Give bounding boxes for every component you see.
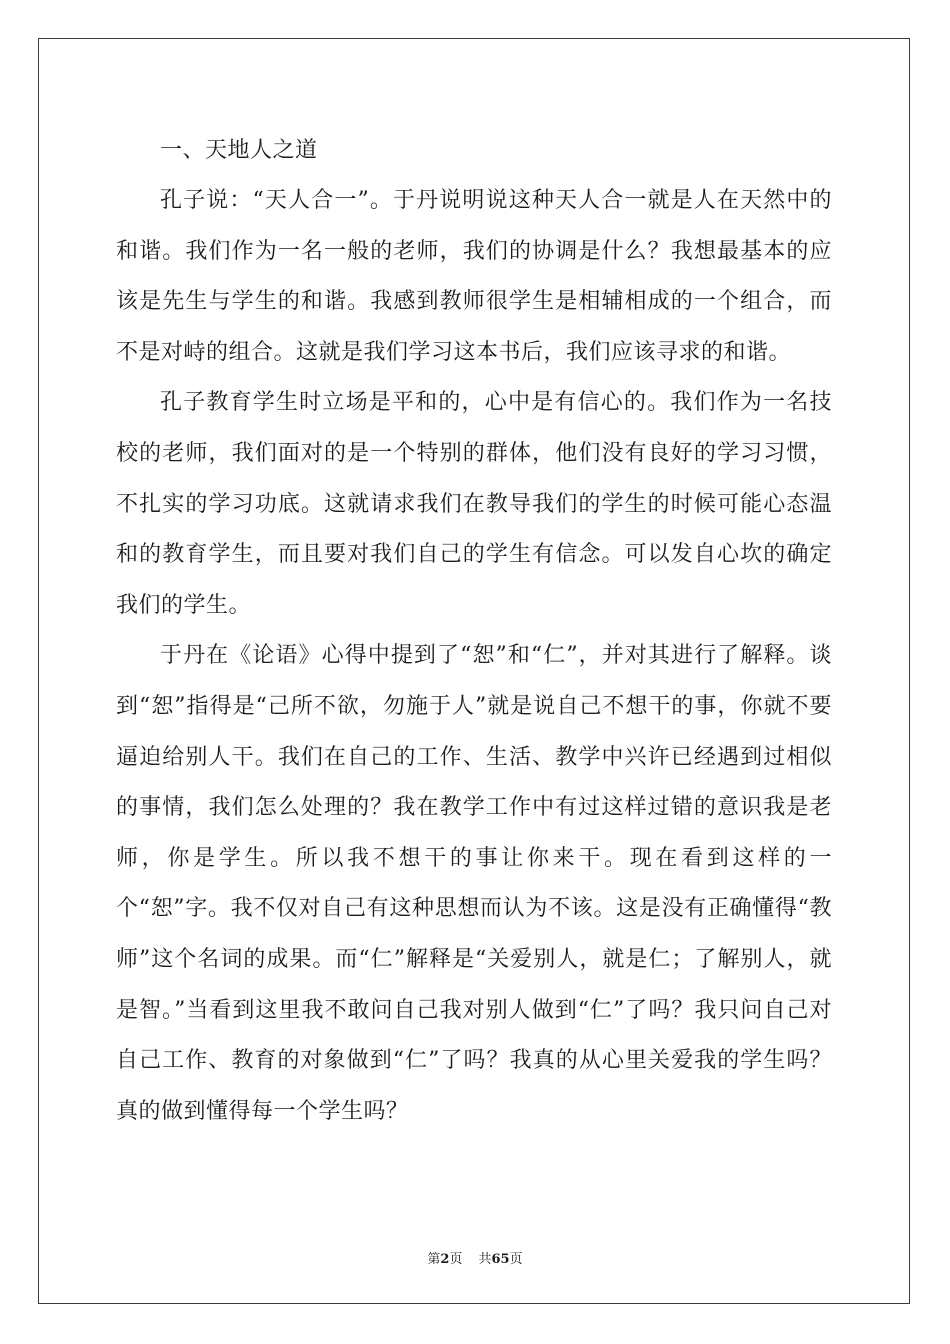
paragraph-3: 于丹在《论语》心得中提到了“恕”和“仁”，并对其进行了解释。谈到“恕”指得是“己所不欲，勿施于人”就是说自己不想干的事，你就不要逼迫给别人干。我们在自己的工作、生活、教学中兴许已经遇到过相似的事情，我们怎么处理的？我在教学工作中有过这样过错的意识我是老师，你是学生。所以我不想干的事让你来干。现在看到这样的一个“恕”字。我不仅对自己有这种思想而认为不该。这是没有正确懂得“教师”这个名词的成果。而“仁”解释是“关爱别人，就是仁；了解别人，就是智。”当看到这里我不敢问自己我对别人做到“仁”了吗？我只问自己对自己工作、教育的对象做到“仁”了吗？我真的从心里关爱我的学生吗？真的做到懂得每一个学生吗？	[116, 643, 832, 1124]
page-number: 2	[440, 1252, 450, 1267]
total-pages: 65	[491, 1252, 510, 1267]
page-footer	[0, 1248, 950, 1267]
paragraph-2: 孔子教育学生时立场是平和的，心中是有信心的。我们作为一名技校的老师，我们面对的是一个特别的群体，他们没有良好的学习习惯，不扎实的学习功底。这就请求我们在教导我们的学生的时候可能心态温和的教育学生，而且要对我们自己的学生有信念。可以发自心坎的确定我们的学生。	[116, 390, 832, 618]
paragraph-1: 孔子说：“天人合一”。于丹说明说这种天人合一就是人在天然中的和谐。我们作为一名一般的老师，我们的协调是什么？我想最基本的应该是先生与学生的和谐。我感到教师很学生是相辅相成的一个组合，而不是对峙的组合。这就是我们学习这本书后，我们应该寻求的和谐。	[116, 188, 832, 365]
total-prefix: 共	[478, 1252, 492, 1267]
document-body	[116, 126, 832, 1137]
total-suffix: 页	[509, 1252, 523, 1267]
page-prefix: 第	[427, 1252, 441, 1267]
page-suffix: 页	[449, 1252, 463, 1267]
section-heading: 一、天地人之道	[160, 138, 318, 163]
